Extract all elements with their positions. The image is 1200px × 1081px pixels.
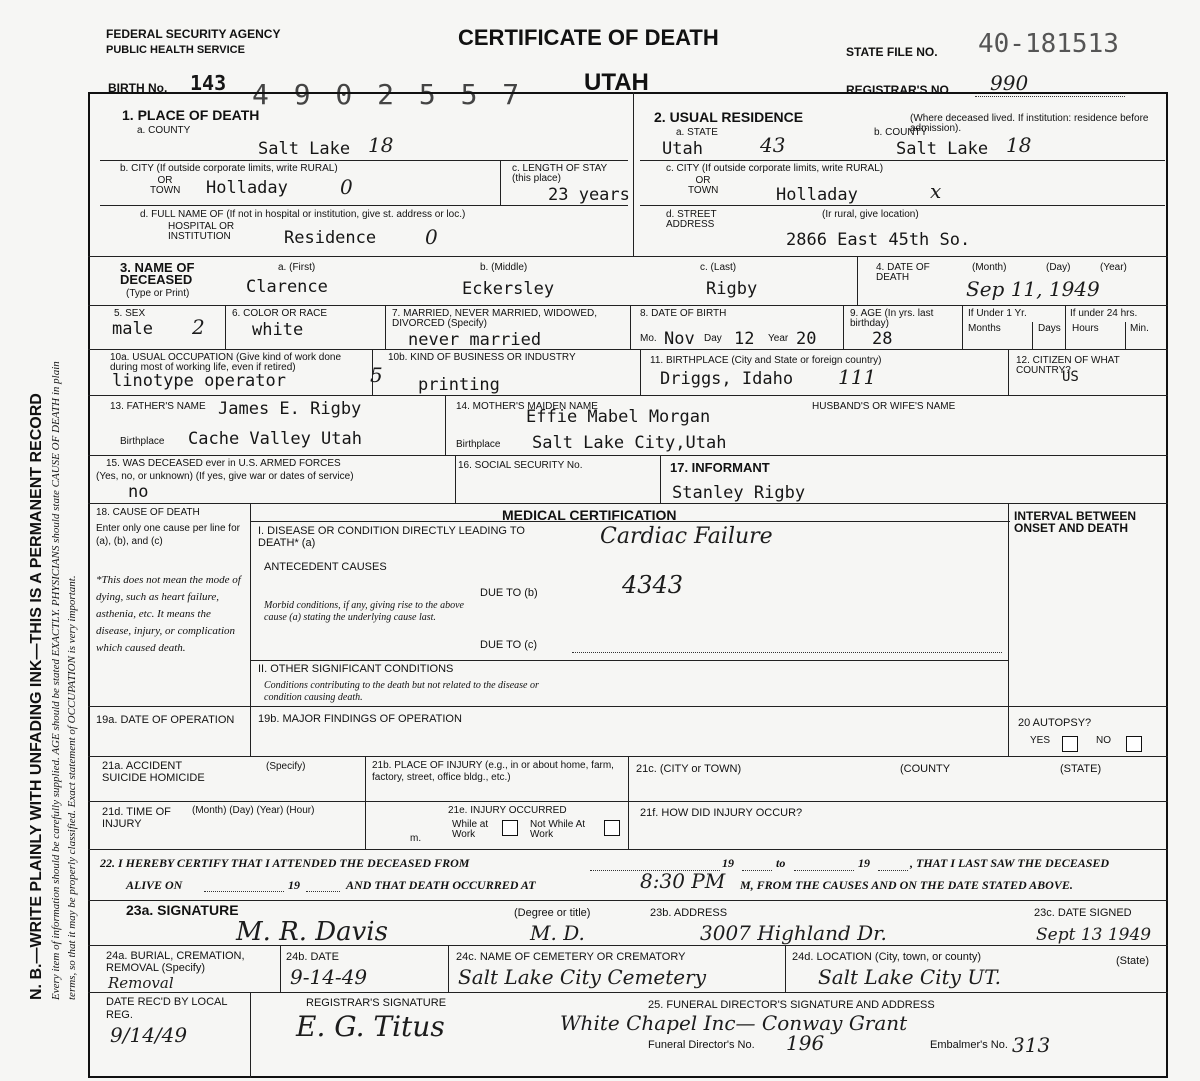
- residence-or-town: OR TOWN: [688, 175, 719, 196]
- mother-label: 14. MOTHER'S MAIDEN NAME: [456, 401, 598, 412]
- residence-city-code: x: [930, 179, 942, 203]
- agency-name: FEDERAL SECURITY AGENCY: [106, 27, 281, 41]
- citizen: US: [1062, 369, 1079, 385]
- autopsy-no-checkbox[interactable]: [1126, 736, 1142, 752]
- funeral-director: White Chapel Inc— Conway Grant: [560, 1011, 908, 1035]
- rule: [88, 395, 1168, 396]
- state-file-number: 40-181513: [978, 29, 1119, 59]
- alive-on-label: ALIVE ON: [126, 878, 183, 892]
- injury-county-label: (COUNTY: [900, 763, 951, 775]
- rule: [1008, 503, 1009, 756]
- first-name-label: a. (First): [278, 262, 316, 273]
- length-of-stay: 23 years: [548, 185, 630, 205]
- last-name-label: c. (Last): [700, 262, 737, 273]
- injury-time-label: 21d. TIME OF INJURY: [102, 806, 171, 830]
- residence-street: 2866 East 45th So.: [786, 230, 971, 250]
- due-b-label: DUE TO (b): [480, 587, 538, 599]
- rule: [448, 945, 449, 992]
- rule: [785, 945, 786, 992]
- birth-no: 143: [190, 71, 227, 95]
- burial-location: Salt Lake City UT.: [818, 965, 1001, 989]
- not-while-at-work-label: Not While At Work: [530, 819, 586, 840]
- rule: [385, 305, 386, 349]
- cause-footnote: *This does not mean the mode of dying, such as heart failure, asthenia, etc. It means the disease, injury, or complication which caused death.: [96, 574, 241, 654]
- other-conditions-label: II. OTHER SIGNIFICANT CONDITIONS: [258, 663, 454, 675]
- degree: M. D.: [530, 921, 585, 945]
- business: printing: [418, 375, 500, 395]
- death-city-code: 0: [340, 175, 353, 199]
- street-label: d. STREET ADDRESS: [666, 209, 717, 230]
- rule: [1065, 305, 1066, 349]
- middle-name: Eckersley: [462, 279, 555, 299]
- residence-city: Holladay: [776, 185, 858, 205]
- informant-label: 17. INFORMANT: [670, 460, 770, 475]
- certify-19-b: 19: [858, 856, 870, 870]
- sex-code: 2: [192, 315, 205, 339]
- mother-birthplace: Salt Lake City,Utah: [532, 433, 727, 453]
- burial-location-label: 24d. LOCATION (City, town, or county): [792, 951, 982, 963]
- rule: [88, 256, 1168, 257]
- alive-on-line: [204, 891, 284, 892]
- rule: [445, 395, 446, 455]
- occupation: linotype operator: [112, 371, 286, 391]
- usual-residence-label: 2. USUAL RESIDENCE: [654, 109, 804, 125]
- days-label: Days: [1038, 323, 1061, 334]
- sidebar-warning: N. B.—WRITE PLAINLY WITH UNFADING INK—THIS IS A PERMANENT RECORD: [28, 393, 45, 1000]
- mother-name: Effie Mabel Morgan: [526, 407, 711, 427]
- birthplace-label: 11. BIRTHPLACE (City and State or foreign country): [650, 355, 882, 366]
- social-security-label: 16. SOCIAL SECURITY No.: [458, 460, 583, 471]
- state-file-label: STATE FILE NO.: [846, 45, 938, 59]
- date-of-death: Sep 11, 1949: [966, 277, 1100, 301]
- race: white: [252, 320, 304, 340]
- rule: [250, 660, 1008, 661]
- not-while-at-work-checkbox[interactable]: [604, 820, 620, 836]
- while-at-work-label: While at Work: [452, 819, 489, 840]
- operation-findings-label: 19b. MAJOR FINDINGS OF OPERATION: [258, 713, 462, 725]
- county-label: a. COUNTY: [137, 125, 191, 136]
- father-name: James E. Rigby: [218, 399, 362, 419]
- place-of-death-label: 1. PLACE OF DEATH: [122, 107, 260, 123]
- type-note: (Type or Print): [126, 288, 190, 299]
- dob-day-label: Day: [704, 333, 722, 344]
- other-conditions-note: Conditions contributing to the death but not related to the disease or condition causing death.: [264, 680, 539, 703]
- certify-last-saw: , THAT I LAST SAW THE DECEASED: [910, 856, 1110, 870]
- death-occurred-label: AND THAT DEATH OCCURRED AT: [346, 878, 536, 892]
- institution-label: d. FULL NAME OF (If not in hospital or institution, give st. address or loc.): [140, 209, 466, 220]
- injury-time-m: m.: [410, 833, 422, 844]
- residence-state-label: a. STATE: [676, 127, 718, 138]
- rural-note: (Ir rural, give location): [822, 209, 919, 220]
- institution: Residence: [284, 228, 377, 248]
- certify-to-line: [794, 870, 854, 871]
- hours-label: Hours: [1072, 323, 1099, 334]
- last-name: Rigby: [706, 279, 758, 299]
- rule: [843, 305, 844, 349]
- age: 28: [872, 329, 893, 349]
- armed-forces-note: (Yes, no, or unknown) (If yes, give war or dates of service): [96, 471, 354, 482]
- race-label: 6. COLOR OR RACE: [232, 308, 328, 319]
- certify-19-a: 19: [722, 856, 734, 870]
- occupation-code: 5: [370, 363, 383, 387]
- date-received: 9/14/49: [110, 1023, 188, 1047]
- antecedent-label: ANTECEDENT CAUSES: [264, 561, 387, 573]
- accident-specify-label: (Specify): [266, 761, 306, 772]
- cause-note: Enter only one cause per line for (a), (b), and (c): [96, 523, 240, 547]
- signature-label: 23a. SIGNATURE: [126, 902, 239, 918]
- stay-label: c. LENGTH OF STAY (this place): [512, 163, 608, 184]
- date-of-death-label: 4. DATE OF DEATH: [876, 262, 930, 283]
- residence-state: Utah: [662, 139, 703, 159]
- mother-birthplace-label: Birthplace: [456, 439, 501, 450]
- rule: [1008, 349, 1009, 395]
- sex-label: 5. SEX: [114, 308, 146, 319]
- date-received-label: DATE REC'D BY LOCAL REG.: [106, 996, 228, 1021]
- father-label: 13. FATHER'S NAME: [110, 401, 206, 412]
- residence-county-code: 18: [1006, 133, 1032, 157]
- burial-state-label: (State): [1116, 955, 1150, 967]
- causes-stated-text: M, FROM THE CAUSES AND ON THE DATE STATED ABOVE.: [740, 878, 1073, 892]
- certify-19-c-line: [306, 891, 340, 892]
- state-title: UTAH: [584, 69, 649, 96]
- death-county: Salt Lake: [258, 139, 351, 159]
- autopsy-yes-label: YES: [1030, 735, 1051, 746]
- funeral-director-label: 25. FUNERAL DIRECTOR'S SIGNATURE AND ADDRESS: [648, 999, 935, 1011]
- marital-label: 7. MARRIED, NEVER MARRIED, WIDOWED, DIVORCED (Specify): [392, 308, 598, 329]
- degree-label: (Degree or title): [514, 907, 591, 919]
- father-birthplace: Cache Valley Utah: [188, 429, 362, 449]
- injury-time-columns: (Month) (Day) (Year) (Hour): [192, 805, 315, 816]
- rule: [640, 349, 641, 395]
- service-name: PUBLIC HEALTH SERVICE: [106, 44, 245, 56]
- burial-date: 9-14-49: [290, 965, 368, 989]
- dob-year: 20: [796, 329, 817, 349]
- date-signed-label: 23c. DATE SIGNED: [1034, 907, 1132, 919]
- due-b: 4343: [622, 571, 684, 599]
- rule: [88, 849, 1168, 850]
- or-town-label: OR TOWN: [150, 175, 181, 196]
- death-city-label: b. CITY (If outside corporate limits, write RURAL): [120, 163, 338, 174]
- under-1-label: If Under 1 Yr.: [968, 308, 1027, 319]
- institution-sub-label: HOSPITAL OR INSTITUTION: [168, 221, 235, 242]
- months-label: Months: [968, 323, 1001, 334]
- business-label: 10b. KIND OF BUSINESS OR INDUSTRY: [388, 352, 576, 363]
- certificate-title: CERTIFICATE OF DEATH: [458, 25, 719, 50]
- death-time: 8:30 PM: [640, 869, 726, 893]
- rule: [225, 305, 226, 349]
- date-signed: Sept 13 1949: [1036, 925, 1152, 945]
- due-c-line: [572, 652, 1002, 653]
- embalmer-no-label: Embalmer's No.: [930, 1039, 1008, 1051]
- cemetery: Salt Lake City Cemetery: [458, 965, 706, 989]
- rule: [500, 160, 501, 205]
- dob-year-label: Year: [768, 333, 789, 344]
- rule: [250, 706, 251, 756]
- min-label: Min.: [1130, 323, 1149, 334]
- dob-month: Nov: [664, 329, 695, 349]
- while-at-work-checkbox[interactable]: [502, 820, 518, 836]
- operation-date-label: 19a. DATE OF OPERATION: [96, 714, 235, 726]
- occupation-label: 10a. USUAL OCCUPATION (Give kind of work done during most of working life, even if retired): [110, 352, 342, 373]
- father-birthplace-label: Birthplace: [120, 436, 165, 447]
- medical-certification-title: MEDICAL CERTIFICATION: [502, 507, 677, 523]
- cause-of-death-label: 18. CAUSE OF DEATH: [96, 507, 200, 518]
- physician-signature: M. R. Davis: [236, 917, 388, 947]
- embalmer-no: 313: [1012, 1033, 1051, 1057]
- rule: [660, 455, 661, 503]
- rule: [280, 945, 281, 992]
- injury-at-work-label: 21e. INJURY OCCURRED: [448, 805, 567, 816]
- how-injury-label: 21f. HOW DID INJURY OCCUR?: [640, 807, 803, 819]
- residence-state-code: 43: [760, 133, 786, 157]
- registrar-signature: E. G. Titus: [296, 1010, 445, 1043]
- cemetery-label: 24c. NAME OF CEMETERY OR CREMATORY: [456, 951, 686, 963]
- rule: [455, 455, 456, 503]
- autopsy-yes-checkbox[interactable]: [1062, 736, 1078, 752]
- rule: [857, 256, 858, 305]
- certify-text: 22. I HEREBY CERTIFY THAT I ATTENDED THE DECEASED FROM: [100, 856, 470, 870]
- armed-forces-label: 15. WAS DECEASED ever in U.S. ARMED FORCES: [106, 458, 341, 469]
- accident-label: 21a. ACCIDENT SUICIDE HOMICIDE: [102, 760, 205, 784]
- burial-date-label: 24b. DATE: [286, 951, 339, 963]
- death-city: Holladay: [206, 178, 288, 198]
- certify-19-c: 19: [288, 878, 300, 892]
- autopsy-label: 20 AUTOPSY?: [1018, 717, 1092, 729]
- death-county-code: 18: [368, 133, 394, 157]
- rule: [628, 756, 629, 849]
- rule: [640, 205, 1165, 206]
- morbid-note: Morbid conditions, if any, giving rise to the above cause (a) stating the underlying cause last.: [264, 600, 464, 623]
- usual-residence-note: (Where deceased lived. If institution: residence before admission).: [910, 113, 1149, 134]
- rule: [250, 992, 251, 1078]
- informant: Stanley Rigby: [672, 483, 806, 503]
- funeral-no-label: Funeral Director's No.: [648, 1039, 755, 1051]
- year-label: (Year): [1100, 262, 1127, 273]
- burial: Removal: [108, 974, 174, 992]
- institution-code: 0: [425, 225, 438, 249]
- physician-address: 3007 Highland Dr.: [700, 921, 887, 945]
- residence-city-label: c. CITY (If outside corporate limits, write RURAL): [666, 163, 884, 174]
- disease-label: I. DISEASE OR CONDITION DIRECTLY LEADING TO DEATH* (a): [258, 525, 525, 549]
- registrar-signature-label: REGISTRAR'S SIGNATURE: [306, 997, 447, 1009]
- interval-label: INTERVAL BETWEEN ONSET AND DEATH: [1014, 509, 1137, 535]
- under-24-label: If under 24 hrs.: [1070, 308, 1138, 319]
- funeral-no: 196: [786, 1031, 825, 1055]
- day-label: (Day): [1046, 262, 1071, 273]
- rule: [250, 503, 251, 706]
- sidebar-instructions: Every item of information should be carefully supplied. AGE should be stated EXACTLY. PHYSICIANS should state CAUSE OF DEATH in plain: [50, 361, 62, 1000]
- month-label: (Month): [972, 262, 1007, 273]
- injury-state-label: (STATE): [1060, 763, 1102, 775]
- rule: [630, 305, 631, 349]
- rule: [640, 160, 1165, 161]
- rule: [1032, 322, 1033, 349]
- certify-19-b-line: [878, 870, 908, 871]
- birthplace-code: 111: [838, 365, 877, 389]
- physician-address-label: 23b. ADDRESS: [650, 907, 728, 919]
- spouse-label: HUSBAND'S OR WIFE'S NAME: [812, 401, 956, 412]
- rule: [88, 349, 1168, 350]
- birth-no-label: BIRTH No.: [108, 81, 168, 95]
- birthplace: Driggs, Idaho: [660, 369, 794, 389]
- instructions-sidebar: [0, 0, 88, 1081]
- rule: [100, 205, 628, 206]
- rule: [88, 455, 1168, 456]
- sex: male: [112, 319, 153, 339]
- certify-to: to: [776, 856, 786, 870]
- registrar-no-label: REGISTRAR'S NO.: [846, 83, 953, 97]
- injury-place-label: 21b. PLACE OF INJURY (e.g., in or about home, farm, factory, street, office bldg., etc.): [372, 760, 614, 783]
- rule: [962, 305, 963, 349]
- name-label: 3. NAME OF DECEASED: [120, 260, 195, 287]
- autopsy-no-label: NO: [1096, 735, 1111, 746]
- dob-day: 12: [734, 329, 755, 349]
- stamped-number: 4 9 0 2 5 5 7: [252, 78, 524, 111]
- sidebar-instructions-2: terms, so that it may be properly classified. Exact statement of OCCUPATION is very important.: [66, 575, 78, 1000]
- middle-name-label: b. (Middle): [480, 262, 528, 273]
- rule: [88, 900, 1168, 901]
- disease: Cardiac Failure: [600, 524, 773, 549]
- rule: [633, 92, 634, 256]
- rule: [88, 305, 1168, 306]
- burial-label: 24a. BURIAL, CREMATION, REMOVAL (Specify): [106, 950, 245, 974]
- residence-county: Salt Lake: [896, 139, 989, 159]
- dob-month-label: Mo.: [640, 333, 657, 344]
- residence-county-label: b. COUNTY: [874, 127, 928, 138]
- rule: [1125, 322, 1126, 349]
- injury-city-label: 21c. (CITY or TOWN): [636, 763, 742, 775]
- age-label: 9. AGE (In yrs. last birthday): [850, 308, 934, 329]
- dob-label: 8. DATE OF BIRTH: [640, 308, 727, 319]
- armed-forces: no: [128, 482, 149, 502]
- due-c-label: DUE TO (c): [480, 639, 538, 651]
- first-name: Clarence: [246, 277, 328, 297]
- registrar-no: 990: [990, 71, 1029, 95]
- rule: [365, 756, 366, 849]
- rule: [100, 160, 628, 161]
- marital-status: never married: [408, 330, 542, 350]
- certify-19-a-line: [742, 870, 772, 871]
- citizen-label: 12. CITIZEN OF WHAT COUNTRY?: [1016, 355, 1120, 376]
